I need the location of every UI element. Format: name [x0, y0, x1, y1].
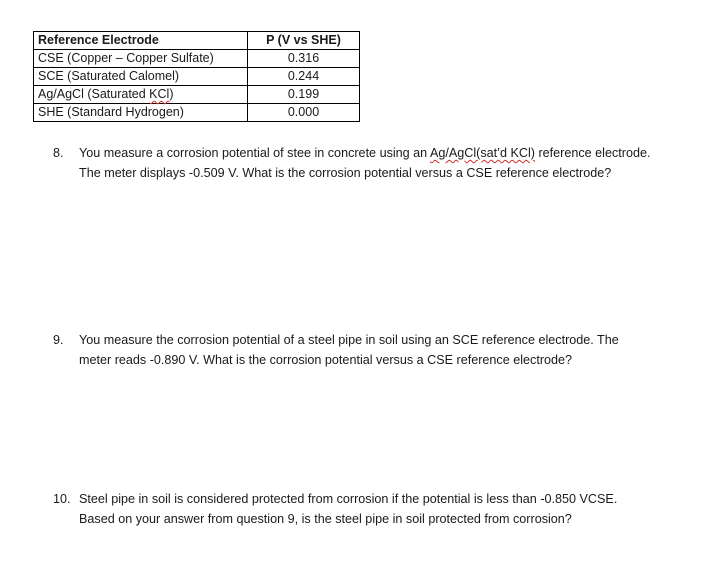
- question-text: Steel pipe in soil is considered protected from corrosion if the potential is less than -0.850 VCSE. Based on your answer from question 9, is the steel pipe in soil protected from corrosion?: [79, 492, 618, 526]
- reference-electrode-table: [33, 31, 360, 122]
- question-number: 9.: [53, 333, 64, 347]
- electrode-potential: 0.199: [248, 86, 360, 104]
- electrode-name: [34, 86, 248, 104]
- electrode-name: SHE (Standard Hydrogen): [34, 104, 248, 122]
- question-number: 10.: [53, 492, 71, 506]
- table-row: [34, 104, 360, 122]
- electrode-potential: 0.000: [248, 104, 360, 122]
- question-text-part: You measure a corrosion potential of stee in concrete using an: [79, 146, 430, 160]
- electrode-name: SCE (Saturated Calomel): [34, 68, 248, 86]
- table-row: [34, 86, 360, 104]
- question-10: [53, 490, 653, 529]
- question-number: 8.: [53, 146, 64, 160]
- header-reference-electrode: Reference Electrode: [34, 32, 248, 50]
- spellcheck-squiggle: KCl: [149, 87, 170, 101]
- electrode-potential: 0.316: [248, 50, 360, 68]
- electrode-name: CSE (Copper – Copper Sulfate): [34, 50, 248, 68]
- question-8: [53, 144, 653, 183]
- header-potential-vs-she: P (V vs SHE): [248, 32, 360, 50]
- spellcheck-flagged-text: Ag/AgCl(sat’d KCl): [429, 146, 535, 160]
- question-9: [53, 331, 653, 370]
- question-text: You measure the corrosion potential of a steel pipe in soil using an SCE reference electrode. The meter reads -0.890 V. What is the corrosion potential versus a CSE reference electrode?: [79, 333, 619, 367]
- spellcheck-flagged-text: Ag/AgCl (Saturated KCl): [38, 87, 174, 101]
- question-text: [79, 144, 653, 183]
- table-row: [34, 50, 360, 68]
- table-header-row: [34, 32, 360, 50]
- electrode-potential: 0.244: [248, 68, 360, 86]
- question-text-part: reference electrode. The meter displays -0.509 V. What is the corrosion potential versus a CSE reference electrode?: [79, 146, 651, 180]
- table-row: [34, 68, 360, 86]
